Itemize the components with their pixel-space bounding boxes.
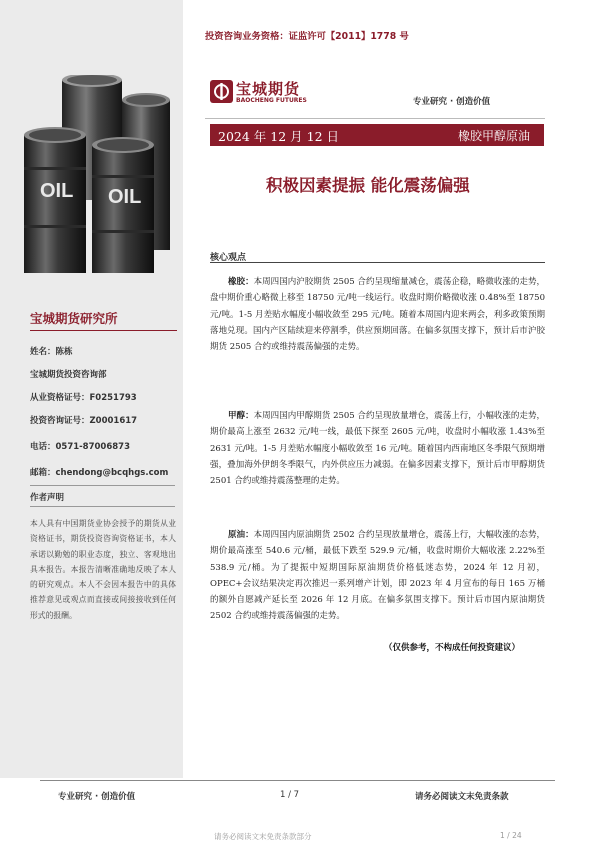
header-slogan: 专业研究 · 创造价值 xyxy=(413,97,491,107)
core-views-divider xyxy=(210,262,545,263)
subfooter-page-number: 1 / 24 xyxy=(500,831,522,840)
report-date: 2024 年 12 月 12 日 xyxy=(218,129,339,144)
rubber-text: 本周四国内沪胶期货 2505 合约呈现缩量减仓，震荡企稳，略微收涨的走势，盘中期价重心略微上移至 18750 元/吨一线运行。收盘时期价略微收涨 0.48%至 18750 元/吨。1-5 月差贴水幅度小幅收敛至 295 元/吨。随着本周国内迎来两会，利多政策预期落地兑现。国内产区陆续迎来停割季，供应预期回落。在偏多氛围支撑下，预计后市沪胶期货 2505 合约或维持震荡偏强的走势。 xyxy=(210,277,545,353)
report-banner xyxy=(210,124,544,146)
footer-notice: 请务必阅读文末免责条款 xyxy=(415,792,509,802)
author-declaration: 本人具有中国期货业协会授予的期货从业资格证书，期货投资咨询资格证书，本人承诺以勤勉的职业态度，独立、客观地出具本报告。本报告清晰准确地反映了本人的研究观点。本人不会因本报告中的具体推荐意见或观点而直接或间接接收到任何形式的报酬。 xyxy=(30,519,176,620)
investment-disclaimer: （仅供参考，不构成任何投资建议） xyxy=(384,643,521,653)
oil-label-right: OIL xyxy=(108,186,142,208)
institute-divider xyxy=(30,330,177,331)
methanol-text: 本周四国内甲醇期货 2505 合约呈现放量增仓，震荡上行，小幅收涨的走势，期价最高上涨至 2632 元/吨一线，最低下探至 2605 元/吨，收盘时小幅收涨 1.43%至 2631 元/吨。1-5 月差贴水幅度小幅收敛至 16 元/吨。随着国内西南地区冬季限气预期增强，叠加海外伊朗冬季限气，内外供应压力减弱。在偏多因素支撑下，预计后市甲醇期货 2501 合约或维持震荡整理的走势。 xyxy=(210,411,545,487)
logo-mark-icon xyxy=(210,80,233,103)
report-headline: 积极因素提振 能化震荡偏强 xyxy=(266,176,470,195)
header-divider xyxy=(205,118,545,119)
methanol-label: 甲醇： xyxy=(228,411,254,421)
methanol-paragraph xyxy=(210,408,545,489)
analyst-name: 姓名：陈栋 xyxy=(30,347,73,357)
core-views-title: 核心观点 xyxy=(210,253,247,263)
declaration-divider xyxy=(30,506,175,507)
certification-text: 投资咨询业务资格：证监许可【2011】1778 号 xyxy=(205,31,409,42)
department: 宝城期货投资咨询部 xyxy=(30,370,107,380)
footer-slogan: 专业研究 · 创造价值 xyxy=(58,792,136,802)
crude-paragraph xyxy=(210,527,545,625)
email-link[interactable]: 邮箱：chendong@bcqhgs.com xyxy=(30,468,169,478)
crude-label: 原油： xyxy=(228,530,254,540)
license-cert: 从业资格证号：F0251793 xyxy=(30,393,137,403)
footer-divider xyxy=(40,780,555,781)
crude-text: 本周四国内原油期货 2502 合约呈现放量增仓，震荡上行，大幅收涨的态势，期价最高涨至 540.6 元/桶，最低下跌至 529.9 元/桶，收盘时期价大幅收涨 2.22%至 538.9 元/桶。为了提振中短期国际原油期货价格低迷态势，2024 年 12 月初，OPEC+会议结果决定再次推迟一系列增产计划，即 2023 年 4 月宣布的每日 165 万桶的额外自愿减产延长至 2026 年 12 月底。在偏多氛围支撑下。预计后市国内原油期货 2502 合约或维持震荡偏强的走势。 xyxy=(210,530,545,622)
declaration-title: 作者声明 xyxy=(30,493,65,503)
logo-name-cn: 宝城期货 xyxy=(236,80,301,98)
rubber-paragraph xyxy=(210,274,545,355)
oil-barrels-image xyxy=(22,75,172,275)
report-topic: 橡胶甲醇原油 xyxy=(457,129,530,143)
logo-name-en: BAOCHENG FUTURES xyxy=(236,97,307,104)
institute-title: 宝城期货研究所 xyxy=(30,311,118,326)
footer-page-number: 1 / 7 xyxy=(280,790,300,800)
subfooter-notice: 请务必阅读文末免责条款部分 xyxy=(214,832,312,841)
phone: 电话：0571-87006873 xyxy=(30,442,130,452)
oil-label-left: OIL xyxy=(40,180,74,202)
rubber-label: 橡胶： xyxy=(228,277,254,287)
consult-cert: 投资咨询证号：Z0001617 xyxy=(30,416,138,426)
declaration-divider-top xyxy=(30,485,175,486)
